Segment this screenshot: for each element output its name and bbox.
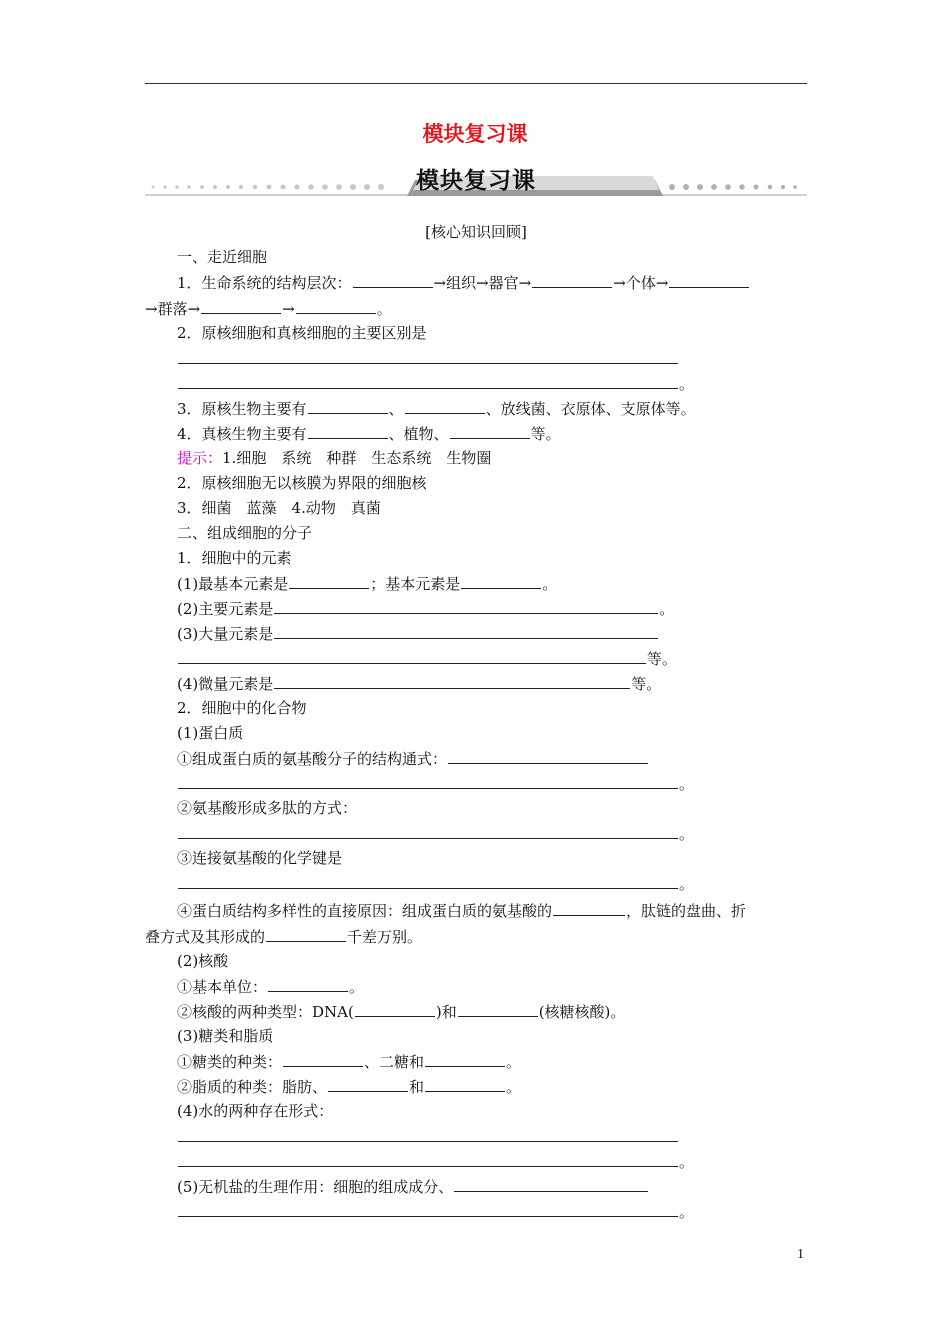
answer-blank[interactable] (450, 423, 530, 439)
protein-q1: ①组成蛋白质的氨基酸分子的结构通式： (177, 748, 649, 769)
question-2-answer-line-2: 。 (177, 373, 694, 394)
protein-q2: ②氨基酸形成多肽的方式： (177, 799, 358, 817)
nucleic-acid-q1: ①基本单位： 。 (177, 978, 365, 996)
answer-blank[interactable] (268, 976, 348, 992)
answer-blank[interactable] (274, 598, 658, 614)
answer-blank[interactable] (201, 298, 281, 314)
document-title: 模块复习课 (422, 122, 528, 146)
answer-blank[interactable] (355, 1001, 435, 1017)
answer-blank[interactable] (308, 423, 388, 439)
heading-2: 二、组成细胞的分子 (177, 524, 313, 542)
answer-blank[interactable] (274, 673, 630, 689)
sugar-types: ①糖类的种类： 、二糖和 。 (177, 1053, 522, 1071)
elements-heading: 1．细胞中的元素 (177, 549, 292, 567)
answer-blank[interactable] (669, 272, 749, 288)
hint-line-3: 3．细菌 蓝藻 4.动物 真菌 (177, 499, 381, 517)
answer-blank[interactable] (266, 926, 346, 942)
answer-blank[interactable] (532, 272, 612, 288)
element-3-cont: 等。 (177, 648, 677, 669)
answer-blank[interactable] (458, 1001, 538, 1017)
question-1-line-1: 1．生命系统的结构层次： →组织→器官→ →个体→ (177, 272, 750, 293)
lipid-types: ②脂质的种类：脂肪、 和 。 (177, 1078, 522, 1096)
question-2-answer-line-1 (177, 348, 679, 369)
protein-q1-cont: 。 (177, 773, 694, 794)
answer-blank[interactable] (405, 398, 485, 414)
answer-blank[interactable] (461, 573, 541, 589)
question-2: 2．原核细胞和真核细胞的主要区别是 (177, 324, 427, 342)
header-rule (145, 83, 807, 84)
answer-blank[interactable] (178, 648, 646, 664)
answer-blank[interactable] (289, 573, 369, 589)
answer-blank[interactable] (274, 623, 658, 639)
protein-q4: ④蛋白质结构多样性的直接原因：组成蛋白质的氨基酸的 ，肽链的盘曲、折 (177, 902, 747, 920)
element-4: (4)微量元素是 等。 (177, 675, 662, 693)
answer-blank[interactable] (425, 1076, 505, 1092)
compounds-heading: 2．细胞中的化合物 (177, 699, 307, 717)
protein-q3-cont: 。 (177, 873, 694, 894)
hint-label: 提示： (177, 449, 223, 467)
answer-blank[interactable] (178, 873, 678, 889)
answer-blank[interactable] (178, 823, 678, 839)
answer-blank[interactable] (425, 1051, 505, 1067)
section-banner (145, 168, 807, 202)
answer-blank[interactable] (454, 1176, 648, 1192)
water-answer-line-2: 。 (177, 1151, 694, 1172)
answer-blank[interactable] (553, 900, 625, 916)
answer-blank[interactable] (353, 272, 433, 288)
answer-blank[interactable] (178, 1151, 678, 1167)
question-4: 4．真核生物主要有 、植物、 等。 (177, 425, 561, 443)
element-1: (1)最基本元素是 ；基本元素是 。 (177, 575, 558, 593)
sugar-lipid-heading: (3)糖类和脂质 (177, 1027, 274, 1045)
element-2: (2)主要元素是 。 (177, 600, 675, 618)
banner-title: 模块复习课 (416, 168, 536, 194)
protein-heading: (1)蛋白质 (177, 724, 244, 742)
nucleic-acid-q2: ②核酸的两种类型：DNA( )和 (核糖核酸)。 (177, 1003, 626, 1021)
answer-blank[interactable] (178, 1201, 678, 1217)
answer-blank[interactable] (296, 298, 376, 314)
section-heading: [核心知识回顾] (425, 223, 527, 241)
page-number: 1 (797, 1247, 804, 1262)
answer-blank[interactable] (283, 1051, 363, 1067)
protein-q3: ③连接氨基酸的化学键是 (177, 849, 343, 867)
salt-answer-line: 。 (177, 1201, 694, 1222)
answer-blank[interactable] (308, 398, 388, 414)
water-answer-line-1 (177, 1126, 679, 1147)
hint-line-1: 提示：1.细胞 系统 种群 生态系统 生物圈 (177, 449, 492, 467)
water-heading: (4)水的两种存在形式： (177, 1102, 334, 1120)
answer-blank[interactable] (178, 348, 678, 364)
protein-q4-cont: 叠方式及其形成的 千差万别。 (145, 928, 423, 946)
answer-blank[interactable] (448, 748, 648, 764)
element-3: (3)大量元素是 (177, 623, 659, 644)
answer-blank[interactable] (328, 1076, 408, 1092)
answer-blank[interactable] (178, 773, 678, 789)
question-1-line-2: →群落→ → 。 (145, 300, 392, 318)
nucleic-acid-heading: (2)核酸 (177, 952, 229, 970)
answer-blank[interactable] (178, 1126, 678, 1142)
salt-question: (5)无机盐的生理作用：细胞的组成成分、 (177, 1176, 649, 1197)
question-3: 3．原核生物主要有 、 、放线菌、衣原体、支原体等。 (177, 400, 696, 418)
protein-q2-cont: 。 (177, 823, 694, 844)
heading-1: 一、走近细胞 (177, 248, 268, 266)
answer-blank[interactable] (178, 373, 678, 389)
hint-line-2: 2．原核细胞无以核膜为界限的细胞核 (177, 474, 427, 492)
